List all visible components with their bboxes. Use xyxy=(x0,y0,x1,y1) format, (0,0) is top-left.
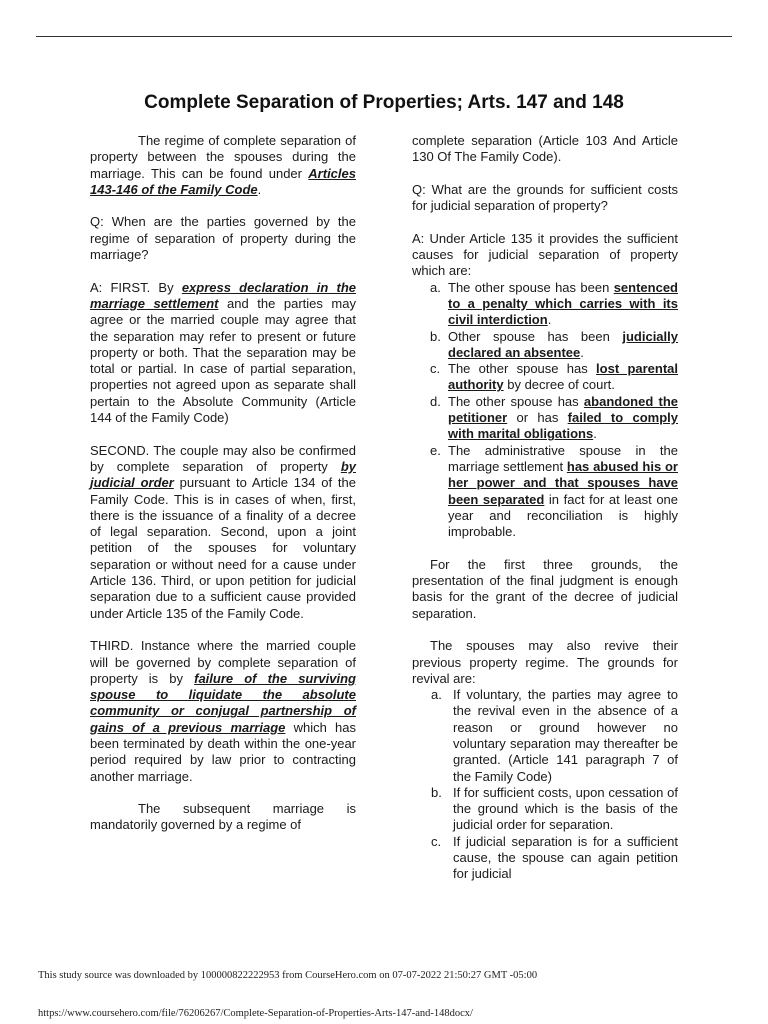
list-item xyxy=(412,443,678,541)
revival-paragraph: The spouses may also revive their previous property regime. The grounds for revival are: xyxy=(412,638,678,686)
grounds-list xyxy=(412,280,678,541)
list-marker: b. xyxy=(431,784,442,800)
ground-text: . xyxy=(580,344,584,360)
answer-article-135: A: Under Article 135 it provides the sufficient causes for judicial separation of property which are: xyxy=(412,230,678,279)
ground-text: Other spouse has been xyxy=(448,328,623,344)
ground-highlight: has abused his or her power and that spouses have been separated xyxy=(448,458,678,507)
ground-text: by decree of court. xyxy=(503,377,615,393)
intro-text: The regime of complete separation of property between the spouses during the marriage. This can be found under xyxy=(90,133,356,181)
intro-end: . xyxy=(257,181,262,197)
ground-highlight: sentenced to a penalty which carries with its civil interdiction xyxy=(448,279,678,328)
subsequent-marriage-paragraph: The subsequent marriage is mandatorily governed by a regime of xyxy=(90,801,356,833)
ground-text: The other spouse has xyxy=(448,393,584,409)
revival-list xyxy=(412,687,678,883)
ground-highlight: abandoned the petitioner xyxy=(448,393,679,426)
right-column xyxy=(412,133,678,899)
ground-text: . xyxy=(547,312,552,328)
list-marker: c. xyxy=(430,361,441,377)
answer-third-lead: THIRD. Instance where the married couple will be governed by complete separation of property is by xyxy=(90,638,356,686)
answer-first xyxy=(90,280,356,427)
left-column xyxy=(90,133,356,850)
revival-text: If for sufficient costs, upon cessation of the ground which is the basis of the judicial order for separation. xyxy=(453,784,678,833)
list-item xyxy=(412,687,678,785)
highlight-failure-to-liquidate: failure of the surviving spouse to liquidate the absolute community or conjugal partnership of gains of a previous marriage xyxy=(90,670,356,735)
top-rule xyxy=(36,36,732,37)
highlight-express-declaration: express declaration in the marriage settlement xyxy=(90,279,356,311)
list-item xyxy=(412,785,678,834)
revival-text: If judicial separation is for a sufficient cause, the spouse can again petition for judicial xyxy=(453,833,678,882)
ground-text: The other spouse has been xyxy=(448,279,614,295)
list-item xyxy=(412,329,678,362)
question-2: Q: What are the grounds for sufficient costs for judicial separation of property? xyxy=(412,181,678,214)
answer-third xyxy=(90,638,356,785)
answer-second-lead: SECOND. The couple may also be confirmed by complete separation of property xyxy=(90,442,356,474)
list-marker: e. xyxy=(430,442,441,458)
answer-second xyxy=(90,443,356,622)
document-title: Complete Separation of Properties; Arts. 147 and 148 xyxy=(144,92,624,113)
ground-highlight: judicially declared an absentee xyxy=(448,328,678,360)
first-three-grounds-paragraph: For the first three grounds, the presentation of the final judgment is enough basis for the grant of the decree of judicial separation. xyxy=(412,556,678,621)
ground-highlight: failed to comply with marital obligations xyxy=(448,410,678,442)
list-item xyxy=(412,280,678,329)
ground-text: or has xyxy=(507,410,568,426)
highlight-articles: Articles 143-146 of the Family Code xyxy=(90,165,356,197)
list-marker: a. xyxy=(430,279,441,295)
list-marker: d. xyxy=(430,393,441,409)
answer-first-body: and the parties may agree or the married couple may agree that the separation may refer to present or future property or both. That the separation may be total or partial. In case of partial separation, properties not agreed upon as separate shall pertain to the Absolute Community (Article 144 of the Family Code) xyxy=(90,295,356,426)
revival-text: If voluntary, the parties may agree to the revival even in the absence of a reason or ground however no voluntary separation may thereafter be granted. (Article 141 paragraph 7 of the Family Code) xyxy=(453,687,678,784)
ground-highlight: lost parental authority xyxy=(448,361,679,393)
ground-text: . xyxy=(593,426,597,442)
list-item xyxy=(412,834,678,883)
continuation-paragraph: complete separation (Article 103 And Article 130 Of The Family Code). xyxy=(412,133,678,165)
answer-second-body: pursuant to Article 134 of the Family Code. This is in cases of when, first, there is the issuance of a finality of a decree of legal separation. Second, upon a joint petition of the spouses for voluntary separation or without need for a cause under Article 136. Third, or upon petition for judicial separation due to a sufficient cause provided under Article 135 of the Family Code. xyxy=(90,475,356,621)
list-item xyxy=(412,361,678,394)
list-marker: b. xyxy=(430,328,441,344)
ground-text: The other spouse has xyxy=(448,361,597,377)
list-marker: a. xyxy=(431,687,442,703)
question-1: Q: When are the parties governed by the regime of separation of property during the marriage? xyxy=(90,214,356,263)
source-url[interactable]: https://www.coursehero.com/file/76206267/Complete-Separation-of-Properties-Arts-147-and-148docx/ xyxy=(38,1008,473,1019)
list-item xyxy=(412,394,678,443)
answer-first-lead: A: FIRST. By xyxy=(90,279,182,295)
answer-third-body: which has been terminated by death within the one-year period required by law prior to contracting another marriage. xyxy=(90,719,356,784)
ground-text: in fact for at least one year and reconciliation is highly improbable. xyxy=(448,491,679,540)
intro-paragraph xyxy=(90,133,356,198)
list-marker: c. xyxy=(431,833,442,849)
download-notice: This study source was downloaded by 100000822222953 from CourseHero.com on 07-07-2022 21:50:27 GMT -05:00 xyxy=(38,970,538,981)
highlight-judicial-order: by judicial order xyxy=(90,458,356,491)
ground-text: The administrative spouse in the marriage settlement xyxy=(448,442,678,474)
